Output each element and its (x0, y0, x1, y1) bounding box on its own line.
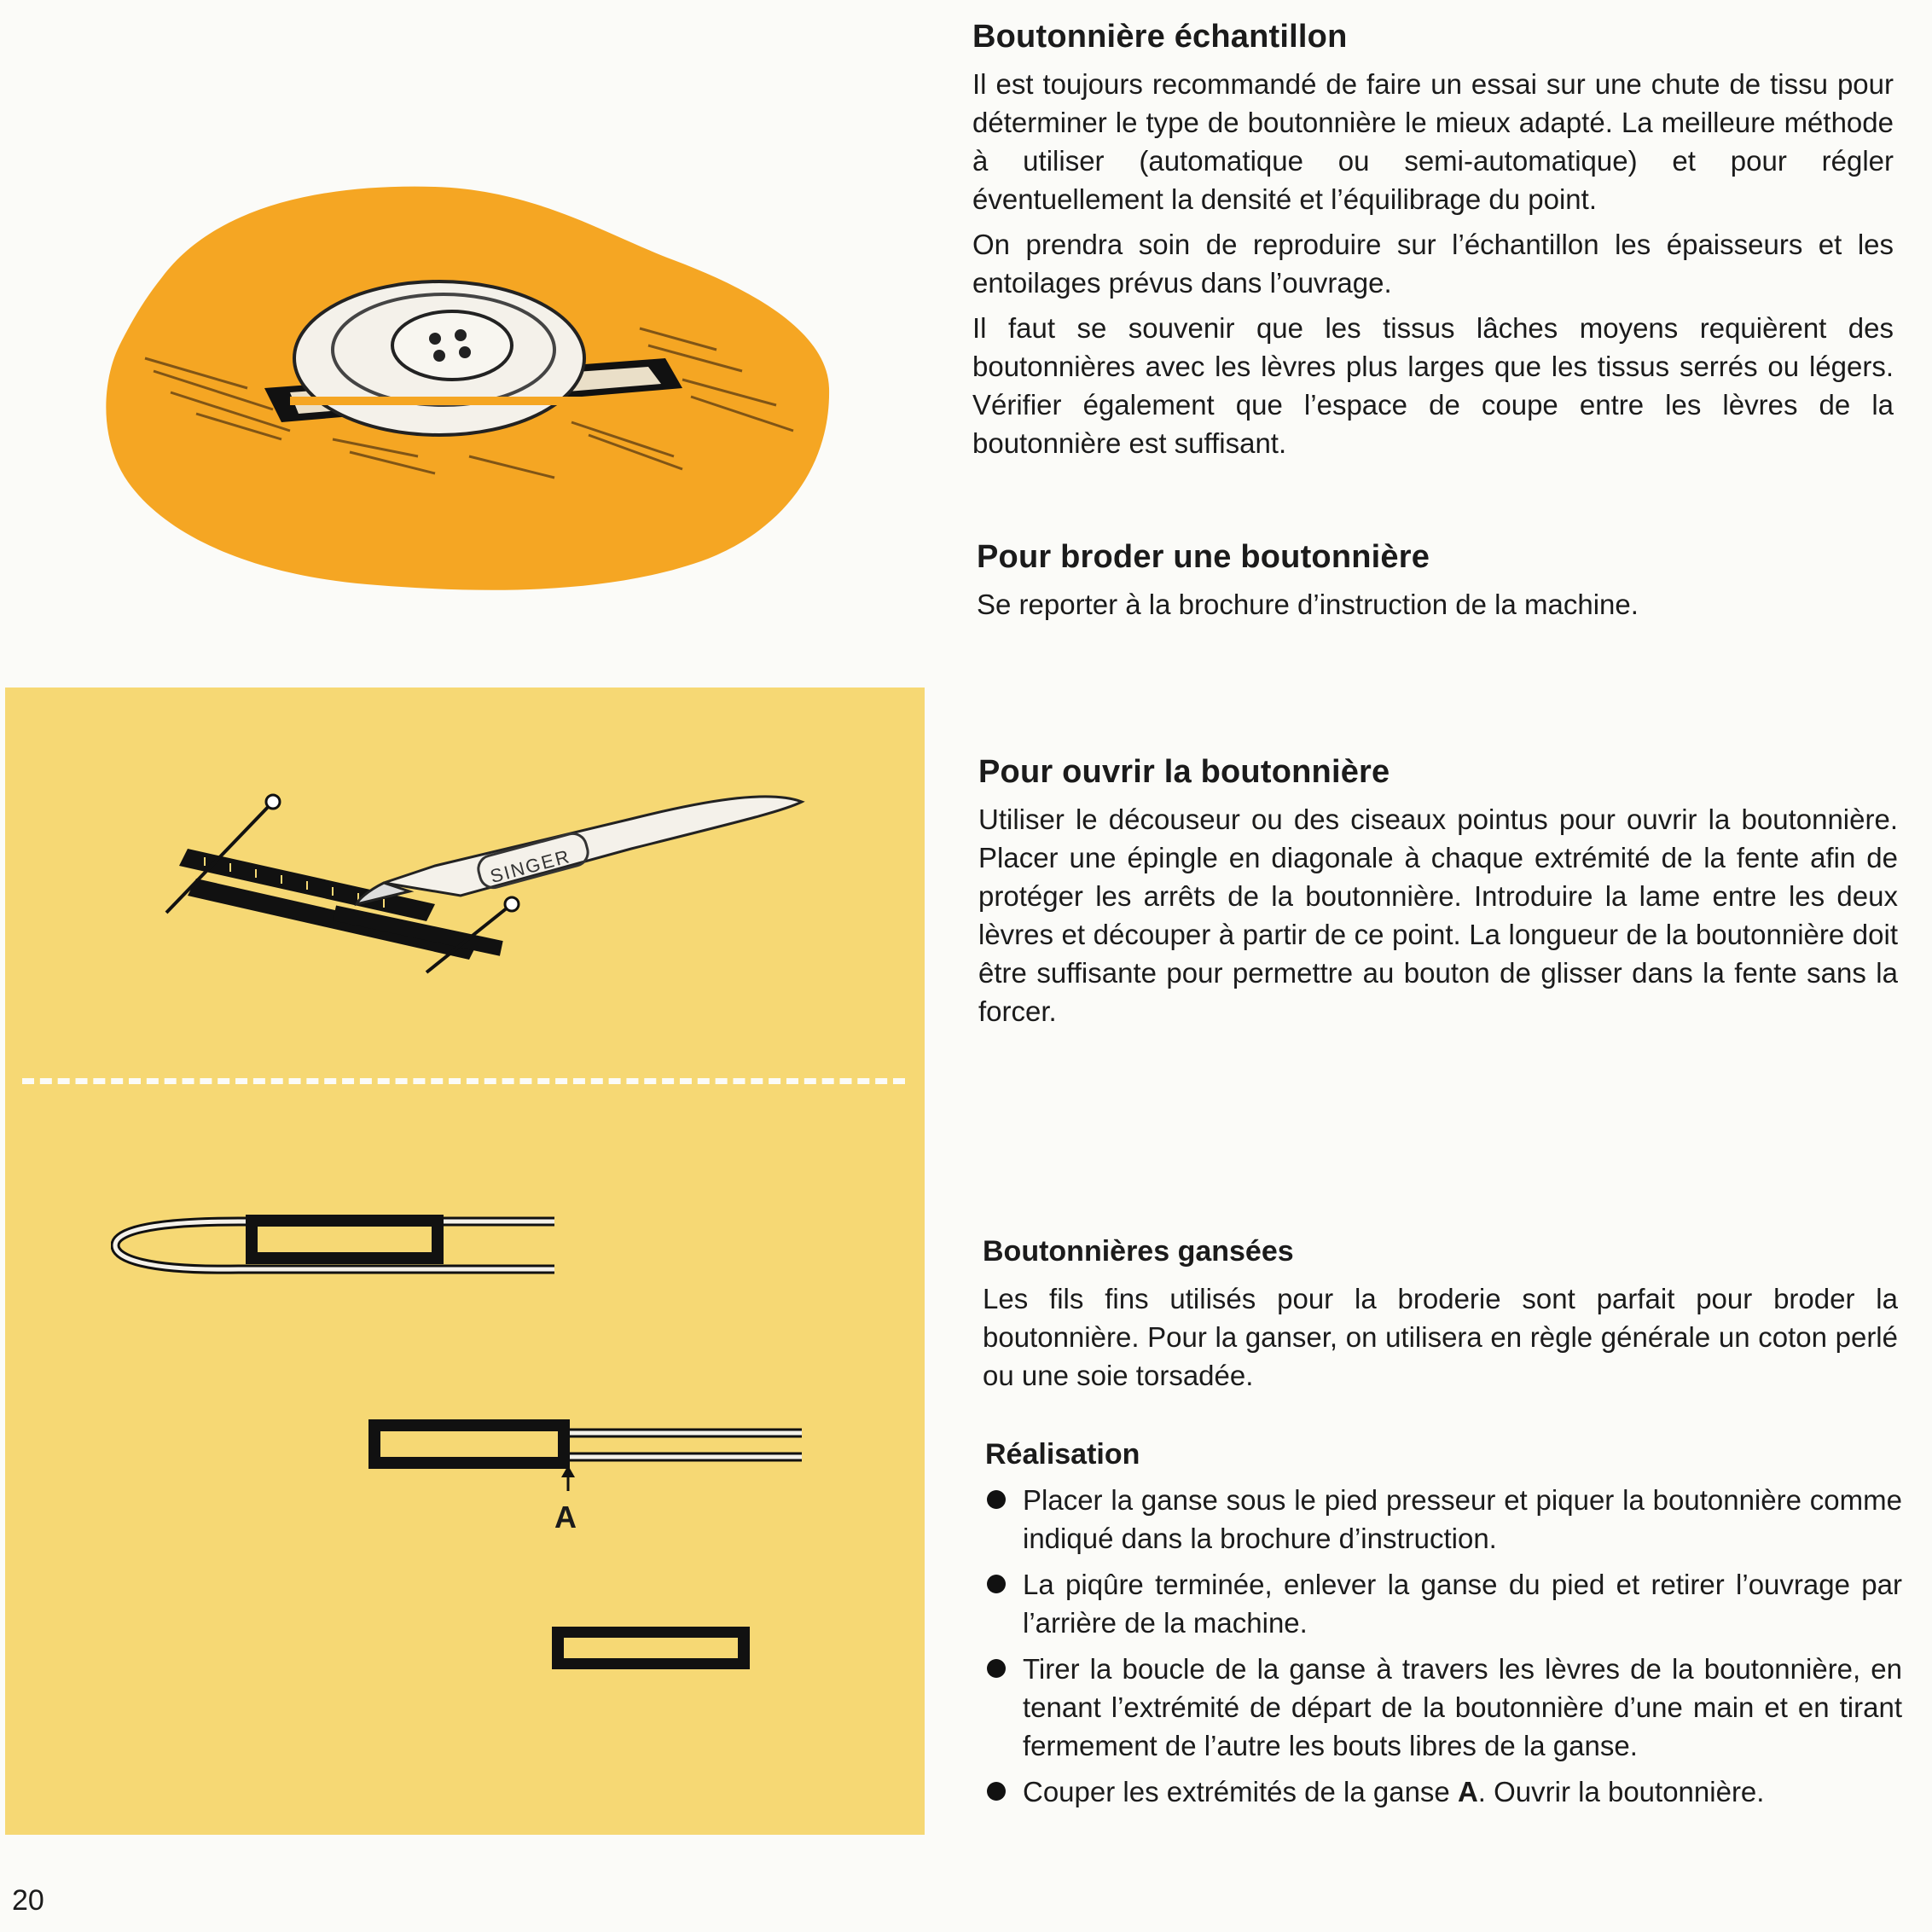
section-open-buttonhole (978, 752, 1898, 1030)
paragraph: Il faut se souvenir que les tissus lâches moyens requièrent des boutonnières avec les lèvres plus larges que les tissus serrés ou légers. Vérifier également que l’espace de coupe entre les lèvres de la boutonnière est suffisant. (972, 312, 1894, 459)
paragraph: Utiliser le découseur ou des ciseaux pointus pour ouvrir la boutonnière. Placer une épingle en diagonale à chaque extrémité de la fente afin de protéger les arrêts de la boutonnière. Introduire la lame entre les deux lèvres et découper à partir de ce point. La longueur de la boutonnière doit être suffisante pour permettre au bouton de glisser dans la fente sans la forcer. (978, 804, 1898, 1027)
finished-buttonhole-illustration (550, 1625, 755, 1676)
section-title: Boutonnières gansées (983, 1235, 1294, 1268)
step-text: Couper les extrémités de la ganse (1023, 1776, 1458, 1807)
section-corded-buttonholes (983, 1233, 1898, 1395)
list-item (985, 1772, 1902, 1811)
section-sample-buttonhole (972, 17, 1894, 462)
paragraph: On prendra soin de reproduire sur l’échantillon les épaisseurs et les entoilages prévus dans l’ouvrage. (972, 229, 1894, 299)
step-text: Tirer la boucle de la ganse à travers les lèvres de la boutonnière, en tenant l’extrémité de départ de la boutonnière d’une main et en tirant fermement de l’autre les bouts libres de la ganse. (1023, 1653, 1902, 1761)
realisation-steps (985, 1481, 1902, 1811)
fabric-sample-illustration (94, 175, 844, 601)
section-embroider-buttonhole (977, 537, 1898, 624)
step-text: La piqûre terminée, enlever la ganse du pied et retirer l’ouvrage par l’arrière de la machine. (1023, 1569, 1902, 1639)
list-item (985, 1650, 1902, 1765)
bullet-icon (987, 1490, 1006, 1509)
section-title: Réalisation (985, 1438, 1140, 1471)
bullet-icon (987, 1782, 1006, 1801)
cord-reference: A (1457, 1776, 1478, 1807)
section-title: Pour ouvrir la boutonnière (978, 754, 1390, 790)
seam-ripper-brand: SINGER (487, 845, 573, 888)
corded-buttonhole-loop-illustration (111, 1203, 571, 1279)
dashed-divider (22, 1078, 905, 1084)
bullet-icon (987, 1575, 1006, 1593)
section-realisation (985, 1436, 1902, 1819)
section-title: Pour broder une boutonnière (977, 539, 1430, 575)
bullet-icon (987, 1659, 1006, 1678)
section-title: Boutonnière échantillon (972, 19, 1348, 55)
corded-buttonhole-ends-illustration (367, 1416, 810, 1493)
list-item (985, 1565, 1902, 1642)
page-number: 20 (12, 1884, 44, 1917)
list-item (985, 1481, 1902, 1558)
seam-ripper-illustration (154, 785, 819, 981)
paragraph: Les fils fins utilisés pour la broderie sont parfait pour broder la boutonnière. Pour la ganser, on utilisera en règle générale un coton perlé ou une soie torsadée. (983, 1283, 1898, 1391)
paragraph: Il est toujours recommandé de faire un essai sur une chute de tissu pour déterminer le type de boutonnière le mieux adapté. La meilleure méthode à utiliser (automatique ou semi-automatique) et pour régler éventuellement la densité et l’équilibrage du point. (972, 68, 1894, 215)
step-text: . Ouvrir la boutonnière. (1477, 1776, 1765, 1807)
paragraph: Se reporter à la brochure d’instruction de la machine. (977, 589, 1639, 620)
step-text: Placer la ganse sous le pied presseur et piquer la boutonnière comme indiqué dans la brochure d’instruction. (1023, 1484, 1902, 1554)
cord-label-a: A (554, 1500, 577, 1535)
